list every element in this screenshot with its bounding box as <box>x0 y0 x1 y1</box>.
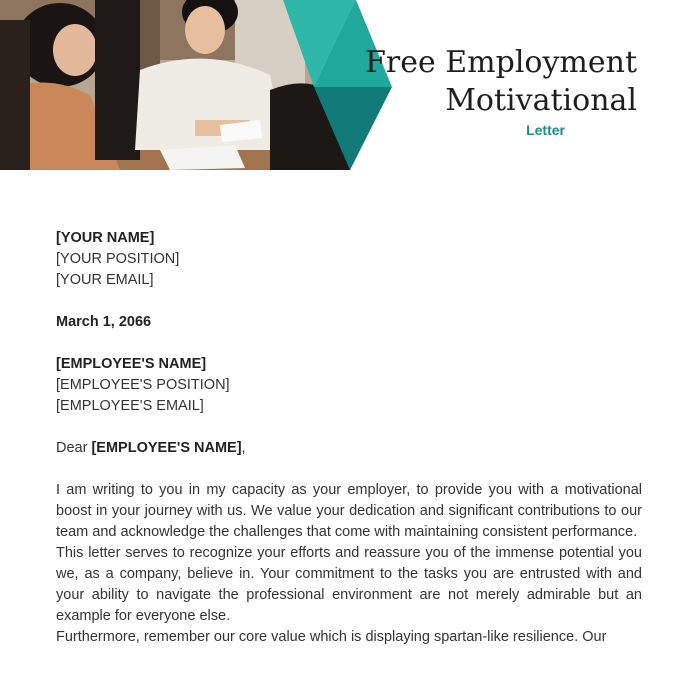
recipient-block <box>56 354 642 417</box>
body-paragraph-1: I am writing to you in my capacity as your employer, to provide you with a motivational boost in your journey with us. We value your dedication and significant contributions to our team and acknowledge the challenges that come with maintaining consistent performance. <box>56 482 642 540</box>
salutation-prefix: Dear <box>56 440 92 456</box>
body-paragraph-2: This letter serves to recognize your efforts and reassure you of the immense potential you we, as a company, believe in. Your commitment to the tasks you are entrusted with and your ability to navigate the professional environment are not merely admirable but an example for everyone else. <box>56 545 642 624</box>
recipient-email: [EMPLOYEE'S EMAIL] <box>56 398 204 414</box>
recipient-position: [EMPLOYEE'S POSITION] <box>56 377 230 393</box>
office-meeting-photo <box>0 0 392 170</box>
date-block <box>56 312 642 333</box>
document-title <box>365 44 637 120</box>
body-paragraph-3: Furthermore, remember our core value which is displaying spartan-like resilience. Our <box>56 629 607 645</box>
title-line-2: Motivational <box>445 83 637 118</box>
salutation-name: [EMPLOYEE'S NAME] <box>91 440 242 456</box>
salutation <box>56 438 642 459</box>
photo-illustration <box>0 0 392 170</box>
salutation-suffix: , <box>241 440 246 456</box>
header-banner <box>0 0 700 170</box>
recipient-name: [EMPLOYEE'S NAME] <box>56 356 207 372</box>
sender-name: [YOUR NAME] <box>56 230 155 246</box>
title-line-1: Free Employment <box>365 45 637 80</box>
letter-body <box>56 228 642 648</box>
document-subtitle: Letter <box>526 122 565 138</box>
sender-position: [YOUR POSITION] <box>56 251 180 267</box>
letter-date: March 1, 2066 <box>56 314 152 330</box>
sender-block <box>56 228 642 291</box>
sender-email: [YOUR EMAIL] <box>56 272 154 288</box>
